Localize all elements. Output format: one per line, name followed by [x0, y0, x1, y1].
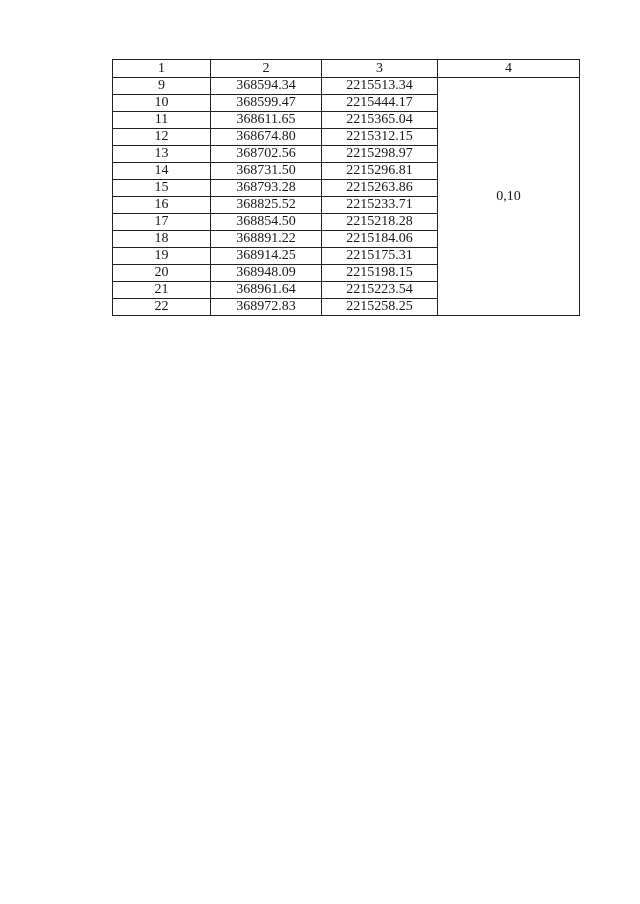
point-number: 17	[113, 214, 211, 231]
column-header-3: 3	[322, 60, 438, 78]
coordinate-x: 368793.28	[211, 180, 322, 197]
point-number: 15	[113, 180, 211, 197]
coordinate-y: 2215296.81	[322, 163, 438, 180]
point-number: 22	[113, 299, 211, 316]
point-number: 20	[113, 265, 211, 282]
table-row	[113, 78, 580, 95]
coordinate-x: 368674.80	[211, 129, 322, 146]
coordinate-y: 2215312.15	[322, 129, 438, 146]
coordinate-y: 2215444.17	[322, 95, 438, 112]
coordinate-y: 2215258.25	[322, 299, 438, 316]
column-header-2: 2	[211, 60, 322, 78]
coordinate-y: 2215233.71	[322, 197, 438, 214]
point-number: 19	[113, 248, 211, 265]
coordinate-y: 2215513.34	[322, 78, 438, 95]
coordinate-x: 368702.56	[211, 146, 322, 163]
coordinate-x: 368599.47	[211, 95, 322, 112]
coordinate-x: 368825.52	[211, 197, 322, 214]
coordinate-x: 368611.65	[211, 112, 322, 129]
point-number: 13	[113, 146, 211, 163]
coordinate-y: 2215175.31	[322, 248, 438, 265]
column-header-4: 4	[438, 60, 580, 78]
coordinates-table	[112, 59, 580, 316]
point-number: 12	[113, 129, 211, 146]
coordinate-x: 368948.09	[211, 265, 322, 282]
coordinate-y: 2215218.28	[322, 214, 438, 231]
coordinate-x: 368891.22	[211, 231, 322, 248]
coordinate-y: 2215184.06	[322, 231, 438, 248]
coordinate-x: 368961.64	[211, 282, 322, 299]
coordinate-y: 2215263.86	[322, 180, 438, 197]
coordinate-x: 368854.50	[211, 214, 322, 231]
coordinate-y: 2215298.97	[322, 146, 438, 163]
coordinate-x: 368972.83	[211, 299, 322, 316]
point-number: 16	[113, 197, 211, 214]
coordinate-y: 2215198.15	[322, 265, 438, 282]
coordinate-y: 2215365.04	[322, 112, 438, 129]
column-header-1: 1	[113, 60, 211, 78]
coordinate-x: 368731.50	[211, 163, 322, 180]
point-number: 10	[113, 95, 211, 112]
table-header-row	[113, 60, 580, 78]
coordinate-y: 2215223.54	[322, 282, 438, 299]
coordinate-x: 368914.25	[211, 248, 322, 265]
coordinate-x: 368594.34	[211, 78, 322, 95]
point-number: 14	[113, 163, 211, 180]
accuracy-value: 0,10	[438, 78, 580, 316]
point-number: 9	[113, 78, 211, 95]
point-number: 18	[113, 231, 211, 248]
point-number: 21	[113, 282, 211, 299]
point-number: 11	[113, 112, 211, 129]
